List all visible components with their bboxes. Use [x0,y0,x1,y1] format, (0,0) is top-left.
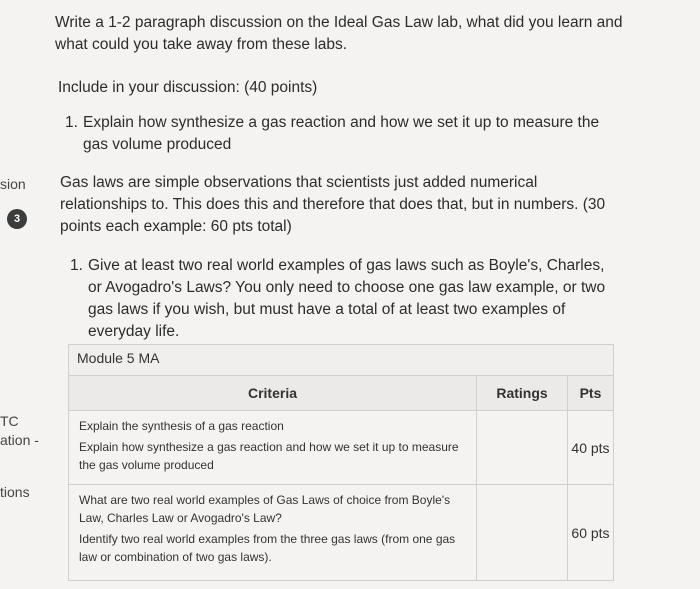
sidebar-item-tions[interactable]: tions [0,484,30,500]
criterion-cell [69,485,477,581]
examples-list-item [70,255,618,343]
rubric-header-row [69,376,614,411]
notification-badge: 3 [7,209,27,229]
list-number: 1. [70,257,83,274]
sidebar-item-ation[interactable]: ation - [0,432,39,448]
ratings-header: Ratings [477,376,568,411]
sidebar-item-tc[interactable]: TC [0,413,19,429]
ratings-cell [477,411,568,485]
points-cell: 40 pts [568,411,614,485]
gas-laws-paragraph: Gas laws are simple observations that scientists just added numerical relationships to. This does this and therefore that does that, but in numbers. (30 points each example: 60 pts total) [60,174,606,235]
list-item-text: Explain how synthesize a gas reaction and how we set it up to measure the gas volume produced [83,114,600,153]
discussion-list-item [65,112,620,156]
criteria-header: Criteria [69,376,477,411]
sidebar-item-discussion[interactable]: sion [0,176,26,192]
list-number: 1. [65,114,78,131]
criterion-cell [69,411,477,485]
rubric-table [68,344,614,581]
include-heading: Include in your discussion: (40 points) [58,79,318,96]
criterion-title: Explain the synthesis of a gas reaction [79,419,284,433]
points-cell: 60 pts [568,485,614,581]
table-row [69,411,614,485]
criterion-detail: Explain how synthesize a gas reaction and how we set it up to measure the gas volume produced [79,440,459,472]
ratings-cell [477,485,568,581]
intro-paragraph: Write a 1-2 paragraph discussion on the Ideal Gas Law lab, what did you learn and what could you take away from these labs. [55,14,623,53]
rubric-title: Module 5 MA [69,345,614,376]
table-row [69,485,614,581]
criterion-detail: Identify two real world examples from the three gas laws (from one gas law or combination of two gas laws). [79,532,456,564]
criterion-title: What are two real world examples of Gas Laws of choice from Boyle's Law, Charles Law or Avogadro's Law? [79,493,451,525]
pts-header: Pts [568,376,614,411]
list-item-text: Give at least two real world examples of gas laws such as Boyle's, Charles, or Avogadro's Laws? You only need to choose one gas law example, or two gas laws if you wish, but must have a total of at least two examples of everyday life. [88,257,606,340]
